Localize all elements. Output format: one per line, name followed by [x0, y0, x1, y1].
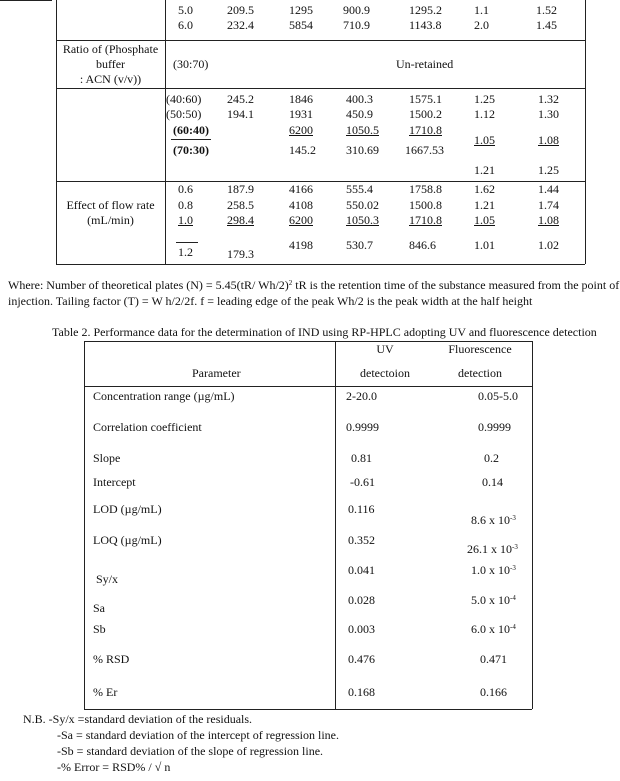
note-line: N.B. -Sy/x =standard deviation of the residuals.	[23, 712, 253, 726]
header-uv: UV	[376, 342, 394, 356]
cell: 1050.5	[346, 123, 379, 137]
cell: 1.62	[474, 182, 495, 196]
cell: 1.0	[178, 213, 193, 227]
fl-exp: -4	[510, 594, 516, 602]
param-label: Concentration range (µg/mL)	[93, 389, 235, 403]
cell: 1.01	[474, 238, 495, 252]
cell: 1667.53	[405, 143, 444, 157]
param-label: Slope	[93, 451, 121, 465]
param-label: Sb	[93, 622, 106, 636]
uv-value: 0.476	[348, 652, 375, 666]
param-label: Sa	[93, 601, 105, 615]
cell: 2.0	[474, 18, 489, 32]
cell: 4198	[289, 238, 313, 252]
cell: 5.0	[178, 3, 193, 17]
table2-right-border	[532, 341, 533, 709]
uv-value: -0.61	[350, 475, 375, 489]
cell: 1.21	[474, 198, 495, 212]
cell: 1.05	[474, 213, 495, 227]
fl-exp: -3	[510, 564, 516, 572]
fl-value: 0.9999	[478, 420, 511, 434]
fl-value	[471, 563, 516, 577]
cell: 400.3	[346, 92, 373, 106]
uv-value: 0.003	[348, 622, 375, 636]
where-line-2: injection. Tailing factor (T) = W h/2/2f. f = leading edge of the peak Wh/2 is the peak width at the half height	[8, 294, 533, 308]
underline-rule	[171, 139, 211, 140]
table1-divider	[56, 181, 585, 182]
cell: 1.12	[474, 107, 495, 121]
cell: 6200	[289, 123, 313, 137]
where-line-1	[8, 278, 619, 292]
table1-right-border	[585, 0, 586, 264]
cell: 145.2	[289, 143, 316, 157]
cell: 0.8	[178, 198, 193, 212]
cell: 1758.8	[409, 182, 442, 196]
cell: 1500.8	[409, 198, 442, 212]
cell: 1.05	[474, 133, 495, 147]
cell: 1931	[289, 107, 313, 121]
note-line: -Sb = standard deviation of the slope of regression line.	[57, 744, 324, 758]
cell: 530.7	[346, 238, 373, 252]
fl-base: 8.6 x 10	[471, 513, 510, 527]
table2-left-border	[84, 341, 85, 709]
fl-value	[471, 513, 516, 527]
row-label: (mL/min)	[87, 213, 134, 227]
cell: 1575.1	[409, 92, 442, 106]
uv-value: 0.168	[348, 685, 375, 699]
cell: 1.52	[536, 3, 557, 17]
cell: 1.25	[538, 163, 559, 177]
fl-exp: -3	[512, 543, 518, 551]
cell: 4166	[289, 182, 313, 196]
cell: 900.9	[343, 3, 370, 17]
param-label: LOQ (µg/mL)	[93, 533, 162, 547]
header-uv: detectoion	[360, 366, 410, 380]
cell: 1846	[289, 92, 313, 106]
header-parameter: Parameter	[192, 366, 241, 380]
cell: 1.32	[538, 92, 559, 106]
cell: 1.02	[538, 238, 559, 252]
uv-value: 0.028	[348, 593, 375, 607]
cell: 1.44	[538, 182, 559, 196]
table2-caption: Table 2. Performance data for the determination of IND using RP-HPLC adopting UV and fluorescence detection	[52, 325, 597, 339]
cell: 1.08	[538, 213, 559, 227]
cell: 4108	[289, 198, 313, 212]
cell: 245.2	[227, 92, 254, 106]
fl-value	[471, 622, 516, 636]
cell: 1.21	[474, 163, 495, 177]
cell: (70:30)	[173, 143, 209, 157]
cell: 0.6	[178, 182, 193, 196]
where-text-b: tR is the retention time of the substance measured from the point of	[292, 278, 620, 292]
uv-value: 0.9999	[346, 420, 379, 434]
uv-value: 0.352	[348, 533, 375, 547]
table2-bottom-border	[84, 709, 532, 710]
row-label: Ratio of (Phosphate	[62, 42, 159, 56]
table2-header-divider	[84, 386, 532, 387]
cell: 1.45	[536, 18, 557, 32]
fl-value	[471, 593, 516, 607]
cell: 209.5	[227, 3, 254, 17]
row-label: : ACN (v/v))	[79, 72, 142, 86]
cell: 550.02	[346, 198, 379, 212]
cell: 1295	[289, 3, 313, 17]
cell: (60:40)	[173, 123, 209, 137]
cell: 846.6	[409, 238, 436, 252]
fl-exp: -4	[510, 623, 516, 631]
cell: (40:60)	[166, 92, 202, 106]
fl-value: 0.2	[484, 451, 499, 465]
fl-value: 0.166	[480, 685, 507, 699]
fl-base: 5.0 x 10	[471, 593, 510, 607]
uv-value: 2-20.0	[346, 389, 377, 403]
cell: 1.2	[178, 245, 193, 259]
fl-base: 6.0 x 10	[471, 622, 510, 636]
cell: 450.9	[346, 107, 373, 121]
cell: 1.08	[538, 133, 559, 147]
cell: (30:70)	[173, 57, 209, 71]
param-label: Intercept	[93, 475, 136, 489]
header-fluorescence: detection	[458, 366, 502, 380]
overline-rule	[176, 242, 198, 243]
cell: 1143.8	[409, 18, 442, 32]
cell: 232.4	[227, 18, 254, 32]
param-label: LOD (µg/mL)	[93, 502, 162, 516]
cell: 1050.3	[346, 213, 379, 227]
row-label: Effect of flow rate	[66, 198, 155, 212]
row-label: buffer	[95, 57, 126, 71]
fl-value	[467, 542, 518, 556]
cell: 1710.8	[409, 213, 442, 227]
cell: 298.4	[227, 213, 254, 227]
cell: 555.4	[346, 182, 373, 196]
fl-base: 1.0 x 10	[471, 563, 510, 577]
cell: 310.69	[346, 143, 379, 157]
param-label: % RSD	[93, 652, 130, 666]
table1-bottom-border	[56, 264, 585, 265]
unretained-note: Un-retained	[396, 57, 454, 71]
fl-exp: -3	[510, 514, 516, 522]
cell: 258.5	[227, 198, 254, 212]
table1-top-stub	[0, 0, 52, 1]
where-text-a: Where: Number of theoretical plates (N) = 5.45(tR/ Wh/2)	[8, 278, 289, 292]
table1-divider	[56, 88, 585, 89]
note-line: -% Error = RSD% / √ n	[57, 760, 171, 774]
fl-base: 26.1 x 10	[467, 542, 512, 556]
header-fluorescence: Fluorescence	[448, 342, 512, 356]
cell: 1.25	[474, 92, 495, 106]
cell: 1.30	[538, 107, 559, 121]
where-sup: 2	[288, 279, 293, 287]
fl-value: 0.471	[480, 652, 507, 666]
cell: 187.9	[227, 182, 254, 196]
cell: 710.9	[343, 18, 370, 32]
param-label: Sy/x	[96, 572, 119, 586]
table1-divider	[56, 40, 585, 41]
uv-value: 0.81	[351, 451, 372, 465]
table2-col-divider	[335, 341, 336, 709]
cell: 1.1	[474, 3, 489, 17]
cell: 5854	[289, 18, 313, 32]
cell: 6200	[289, 213, 313, 227]
fl-value: 0.14	[482, 475, 503, 489]
uv-value: 0.116	[348, 502, 375, 516]
param-label: % Er	[93, 685, 118, 699]
cell: 1295.2	[409, 3, 442, 17]
param-label: Correlation coefficient	[93, 420, 202, 434]
cell: 1710.8	[409, 123, 442, 137]
fl-value: 0.05-5.0	[478, 389, 518, 403]
cell: (50:50)	[166, 107, 202, 121]
cell: 6.0	[178, 18, 193, 32]
cell: 1.74	[538, 198, 559, 212]
cell: 1500.2	[409, 107, 442, 121]
note-line: -Sa = standard deviation of the intercept of regression line.	[57, 728, 340, 742]
uv-value: 0.041	[348, 563, 375, 577]
cell: 179.3	[227, 247, 254, 261]
cell: 194.1	[227, 107, 254, 121]
